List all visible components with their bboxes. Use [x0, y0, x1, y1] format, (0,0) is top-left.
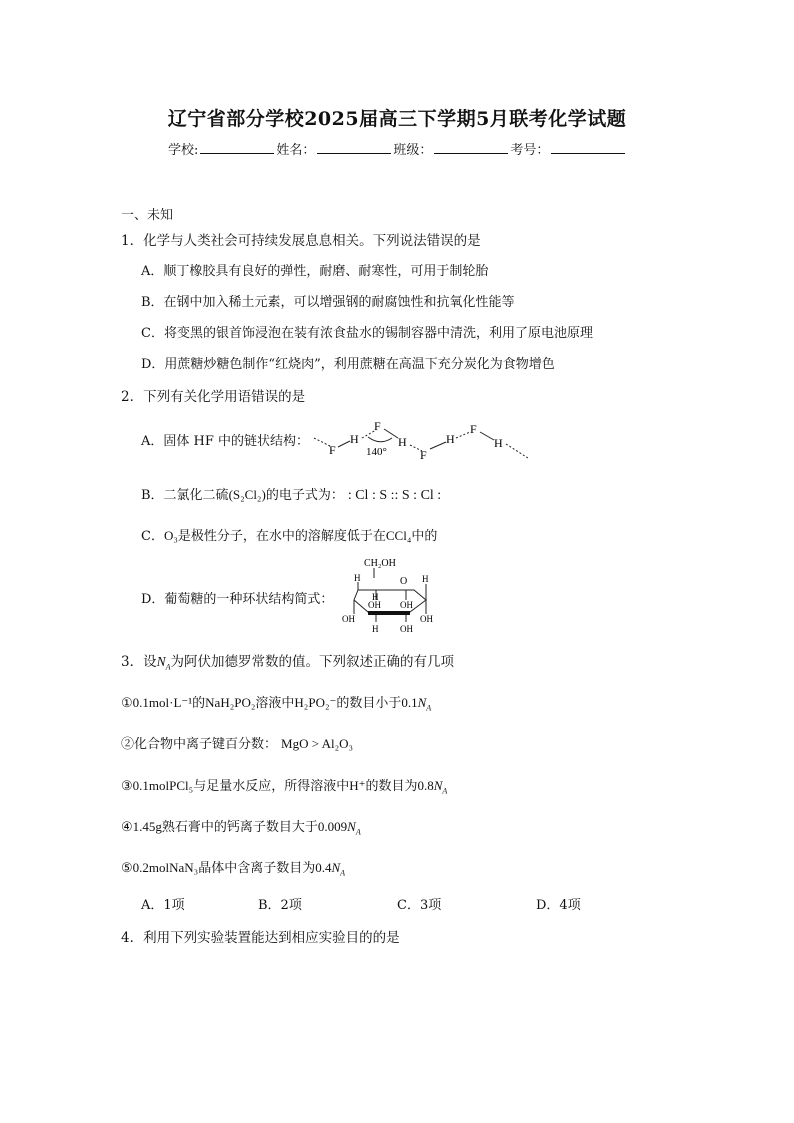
glucose-oh3: OH: [400, 600, 413, 610]
q2-option-c: C．O₃是极性分子，在水中的溶解度低于在CCl₄中的: [141, 528, 438, 544]
q3-item-2: ②化合物中离子键百分数： MgO > Al₂O₃: [121, 736, 354, 752]
q3-item-3: ③0.1molPCl₅与足量水反应，所得溶液中H⁺的数目为$0.8N_A$: [121, 778, 448, 796]
q2-option-a: A．固体 HF 中的链状结构：: [141, 434, 310, 449]
glucose-h2: H: [422, 574, 429, 584]
q3-item-1: ①0.1mol·L⁻¹的NaH₂PO₂溶液中H₂PO₂⁻的数目小于$0.1N_A$: [121, 695, 432, 713]
na-symbol: $N_A$: [156, 654, 171, 672]
glucose-h4: H: [372, 624, 379, 634]
hf-chain-diagram: [310, 414, 532, 464]
q1-option-b: B．在钢中加入稀土元素，可以增强钢的耐腐蚀性和抗氧化性能等: [141, 295, 515, 310]
q3-option-c: C．3项: [397, 898, 442, 913]
glucose-ring-o: O: [400, 576, 408, 587]
q4-stem: 4．利用下列实验装置能达到相应实验目的的是: [121, 930, 400, 946]
glucose-h3: H: [372, 592, 379, 602]
s2cl2-formula: (S₂Cl₂): [228, 487, 266, 502]
page-title: 辽宁省部分学校2025届高三下学期5月联考化学试题: [167, 108, 627, 130]
hf-h1: H: [350, 432, 359, 446]
hf-h3: H: [446, 432, 455, 446]
q2-option-d: D．葡萄糖的一种环状结构简式：: [141, 592, 334, 607]
q3-option-b: B．2项: [258, 898, 302, 913]
glucose-oh4: OH: [420, 614, 433, 624]
q2-stem: 2．下列有关化学用语错误的是: [121, 389, 306, 405]
glucose-oh2: OH: [368, 600, 381, 610]
class-field[interactable]: [434, 141, 508, 154]
school-label: 学校:: [168, 143, 199, 158]
q3-item-5: ⑤0.2molNaN₃晶体中含离子数目为$0.4N_A$: [121, 860, 346, 878]
student-info-line: [168, 139, 627, 158]
q3-item-4: ④1.45g熟石膏中的钙离子数目大于$0.009N_A$: [121, 819, 361, 837]
glucose-ring-diagram: [340, 556, 445, 638]
hf-h4: H: [494, 436, 503, 450]
o3-formula: O₃: [163, 528, 178, 543]
q1-option-a: A．顺丁橡胶具有良好的弹性，耐磨、耐寒性，可用于制轮胎: [141, 264, 489, 279]
name-label: 姓名：: [276, 143, 316, 158]
glucose-ch2oh: CH₂OH: [364, 558, 396, 569]
hf-f1: F: [329, 443, 336, 457]
q2-option-b: B．二氯化二硫(S₂Cl₂)的电子式为： : Cl : S :: S : Cl :: [141, 487, 442, 503]
s2cl2-electron-formula: : Cl : S :: S : Cl :: [347, 488, 442, 503]
q3-stem: 3．设$N_A$为阿伏加德罗常数的值。下列叙述正确的有几项: [121, 654, 454, 672]
hf-f2: F: [374, 419, 381, 433]
ccl4-formula: CCl₄: [385, 528, 412, 543]
q3-option-d: D．4项: [536, 898, 581, 913]
glucose-oh5: OH: [400, 624, 413, 634]
q1-stem: 1．化学与人类社会可持续发展息息相关。下列说法错误的是: [121, 233, 481, 249]
section-heading: 一、未知: [121, 208, 174, 223]
q3-option-a: A．1项: [141, 898, 185, 913]
q1-option-d: D．用蔗糖炒糖色制作“红烧肉”，利用蔗糖在高温下充分炭化为食物增色: [141, 357, 555, 372]
hf-f4: F: [470, 422, 477, 436]
glucose-oh1: OH: [342, 614, 355, 624]
number-label: 考号：: [510, 143, 550, 158]
q1-option-c: C．将变黑的银首饰浸泡在装有浓食盐水的锡制容器中清洗，利用了原电池原理: [141, 326, 593, 341]
hf-h2: H: [398, 435, 407, 449]
hf-angle: 140°: [366, 446, 387, 458]
name-field[interactable]: [317, 141, 391, 154]
class-label: 班级：: [393, 143, 433, 158]
school-field[interactable]: [200, 141, 274, 154]
glucose-h1: H: [354, 573, 361, 583]
hf-f3: F: [420, 448, 427, 462]
number-field[interactable]: [551, 141, 625, 154]
